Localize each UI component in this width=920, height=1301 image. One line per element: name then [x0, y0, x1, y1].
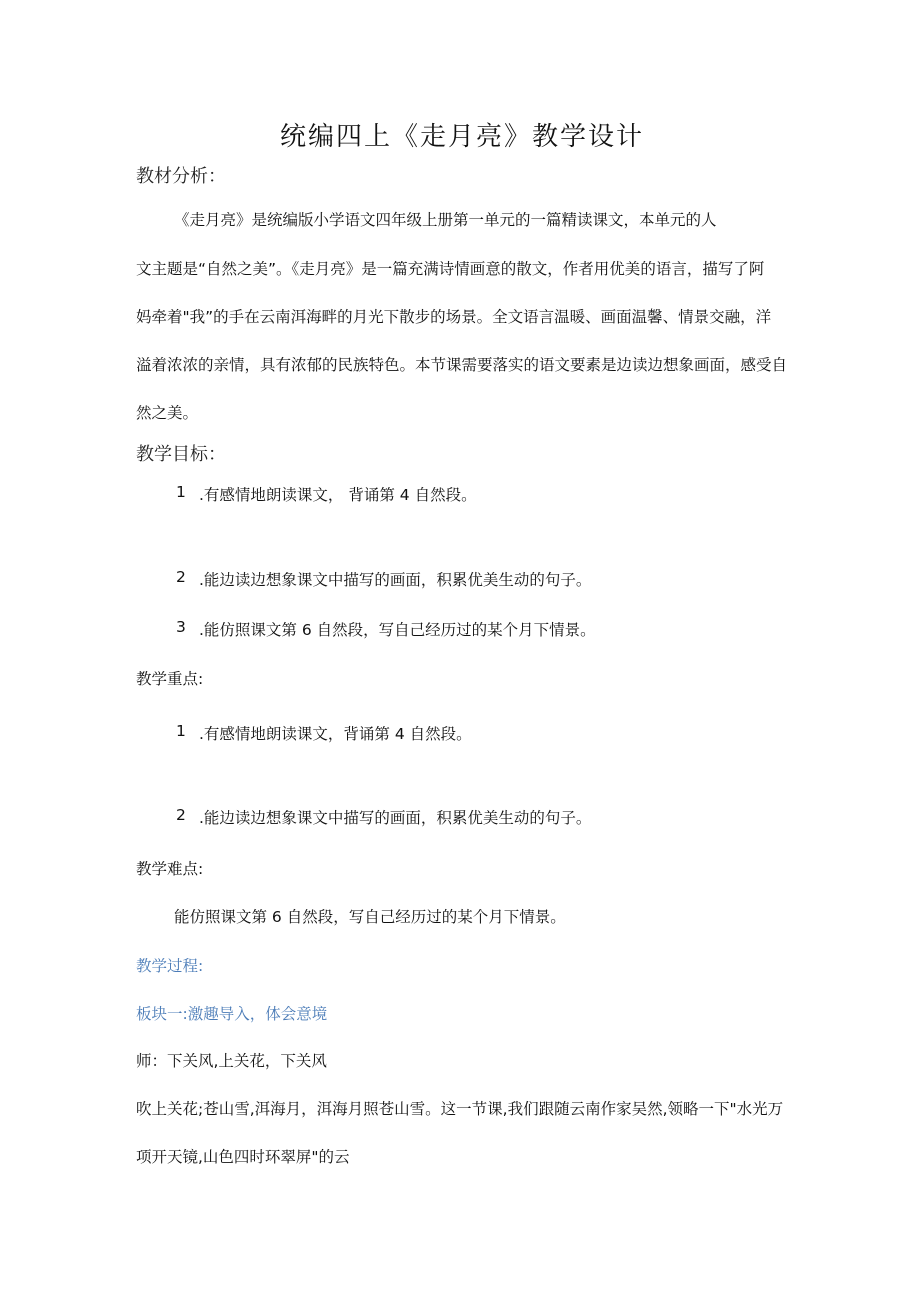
objective-text: .能边读边想象课文中描写的画面，积累优美生动的句子。	[199, 571, 592, 589]
key-point-text: .能边读边想象课文中描写的画面，积累优美生动的句子。	[199, 809, 592, 827]
analysis-line: 溢着浓浓的亲情，具有浓郁的民族特色。本节课需要落实的语文要素是边读边想象画面，感受自	[136, 356, 788, 374]
objective-text: .能仿照课文第 6 自然段，写自己经历过的某个月下情景。	[199, 621, 596, 639]
key-point-number: 1	[176, 722, 186, 740]
key-point-number: 2	[176, 806, 186, 824]
analysis-line: 妈牵着"我”的手在云南洱海畔的月光下散步的场景。全文语言温暖、画面温馨、情景交融，洋	[136, 308, 772, 326]
page-title: 统编四上《走月亮》教学设计	[280, 122, 645, 152]
objective-number: 2	[176, 568, 186, 586]
difficulties-text: 能仿照课文第 6 自然段，写自己经历过的某个月下情景。	[174, 908, 566, 926]
process-heading: 教学过程:	[136, 957, 204, 975]
analysis-heading: 教材分析：	[136, 166, 226, 187]
objective-text: .有感情地朗读课文， 背诵第 4 自然段。	[199, 486, 477, 504]
process-section-title: 板块一:激趣导入，体会意境	[136, 1005, 328, 1023]
analysis-line: 然之美。	[136, 404, 199, 422]
key-points-heading: 教学重点:	[136, 670, 204, 688]
process-line: 吹上关花;苍山雪,洱海月，洱海月照苍山雪。这一节课,我们跟随云南作家吴然,领略一下"水光万	[136, 1100, 784, 1118]
process-line: 师：下关风,上关花，下关风	[136, 1052, 327, 1070]
process-line: 项开天镜,山色四时环翠屏"的云	[136, 1148, 350, 1166]
analysis-line: 《走月亮》是统编版小学语文四年级上册第一单元的一篇精读课文，本单元的人	[174, 211, 717, 229]
analysis-line: 文主题是“自然之美”。《走月亮》是一篇充满诗情画意的散文，作者用优美的语言，描写了阿	[136, 260, 765, 278]
objective-number: 1	[176, 483, 186, 501]
objective-number: 3	[176, 618, 186, 636]
difficulties-heading: 教学难点:	[136, 860, 204, 878]
key-point-text: .有感情地朗读课文，背诵第 4 自然段。	[199, 725, 472, 743]
objectives-heading: 教学目标：	[136, 444, 226, 465]
